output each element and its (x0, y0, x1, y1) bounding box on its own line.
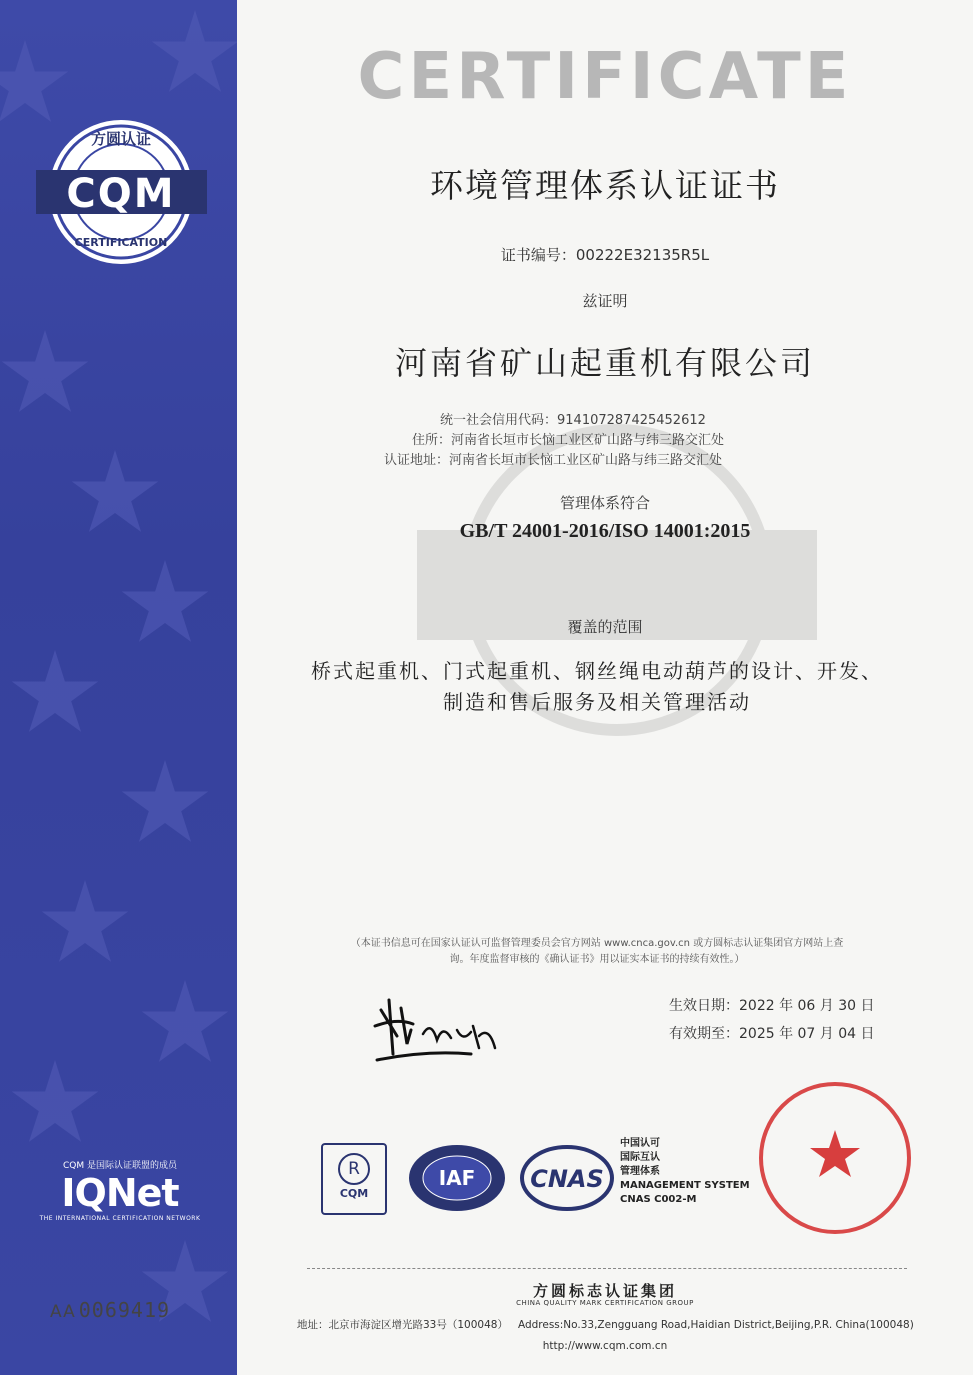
hereby-certify-text: 兹证明 (582, 292, 628, 310)
address-en: Address:No.33,Zengguang Road,Haidian District,Beijing,P.R. China(100048) (517, 1319, 914, 1331)
cnas-line: CNAS C002-M (620, 1194, 697, 1205)
cnas-line: 管理体系 (620, 1166, 660, 1177)
footer-org-name-cn: 方圆标志认证集团 (532, 1282, 677, 1300)
star-decoration (150, 10, 237, 100)
iqnet-member-text: CQM 是国际认证联盟的成员 (63, 1161, 177, 1171)
star-decoration (140, 980, 230, 1070)
footer-website: http://www.cqm.com.cn (542, 1340, 668, 1352)
iqnet-logo (20, 1158, 220, 1222)
certificate-body (237, 0, 973, 1375)
handwritten-signature (367, 990, 527, 1070)
star-decoration (120, 560, 210, 650)
cqm-certification-logo (34, 112, 209, 272)
expiry-date: 有效期至：2025 年 07 月 04 日 (669, 1026, 875, 1042)
footer-divider (307, 1268, 907, 1269)
iqnet-network-text: THE INTERNATIONAL CERTIFICATION NETWORK (39, 1215, 201, 1222)
left-blue-band (0, 0, 237, 1375)
scope-text: 桥式起重机、门式起重机、钢丝绳电动葫芦的设计、开发、制造和售后服务及相关管理活动 (311, 659, 883, 714)
certificate-number: 证书编号：00222E32135R5L (500, 246, 710, 264)
star-decoration (70, 450, 160, 540)
registered-r-icon: R (338, 1153, 370, 1185)
rcqm-label: CQM (339, 1187, 369, 1200)
star-decoration (10, 1060, 100, 1150)
cqm-letters: CQM (66, 171, 176, 217)
certified-address: 认证地址：河南省长垣市长恼工业区矿山路与纬三路交汇处 (384, 453, 723, 468)
footer-address (297, 1317, 937, 1332)
address-cn: 地址：北京市海淀区增光路33号（100048） (297, 1319, 508, 1331)
scope-label: 覆盖的范围 (567, 618, 643, 636)
serial-prefix: AA (50, 1302, 76, 1322)
certificate-heading: CERTIFICATE (357, 40, 853, 114)
validity-dates (669, 992, 875, 1048)
star-decoration (40, 880, 130, 970)
star-decoration (120, 760, 210, 850)
rcqm-logo (321, 1143, 387, 1215)
cnas-label: CNAS (530, 1165, 604, 1193)
star-decoration (10, 650, 100, 740)
star-decoration (0, 330, 90, 420)
cqm-bottom-text: CERTIFICATION (74, 236, 168, 249)
iqnet-name: IQNet (61, 1171, 179, 1215)
registered-address: 住所：河南省长垣市长恼工业区矿山路与纬三路交汇处 (412, 433, 725, 448)
certificate-title: 环境管理体系认证证书 (430, 166, 780, 205)
serial-digits: 0069419 (78, 1298, 171, 1322)
notice-line: 询。年度监督审核的《确认证书》用以证实本证书的持续有效性。） (449, 954, 745, 965)
seal-star-icon (810, 1130, 860, 1177)
footer-org-name-en: CHINA QUALITY MARK CERTIFICATION GROUP (516, 1299, 694, 1307)
verification-notice (297, 936, 897, 968)
credit-code: 统一社会信用代码：914107287425452612 (440, 413, 706, 428)
official-red-seal (755, 1078, 915, 1238)
cnas-line: 国际互认 (620, 1152, 660, 1163)
cnas-description (620, 1137, 750, 1207)
iaf-label: IAF (438, 1166, 476, 1190)
organization-info (384, 411, 724, 471)
standard-code: GB/T 24001-2016/ISO 14001:2015 (459, 520, 751, 542)
cnas-logo (520, 1145, 614, 1211)
cnas-line: MANAGEMENT SYSTEM (620, 1180, 750, 1191)
notice-line: （本证书信息可在国家认证认可监督管理委员会官方网站 www.cnca.gov.cn 或方圆标志认证集团官方网站上查 (350, 938, 844, 949)
company-name: 河南省矿山起重机有限公司 (394, 344, 815, 382)
cnas-line: 中国认可 (620, 1138, 660, 1149)
cqm-top-text: 方圆认证 (90, 130, 152, 148)
effective-date: 生效日期：2022 年 06 月 30 日 (669, 998, 875, 1014)
conformity-label: 管理体系符合 (559, 494, 650, 512)
serial-number (50, 1298, 170, 1322)
iaf-logo (407, 1143, 507, 1213)
